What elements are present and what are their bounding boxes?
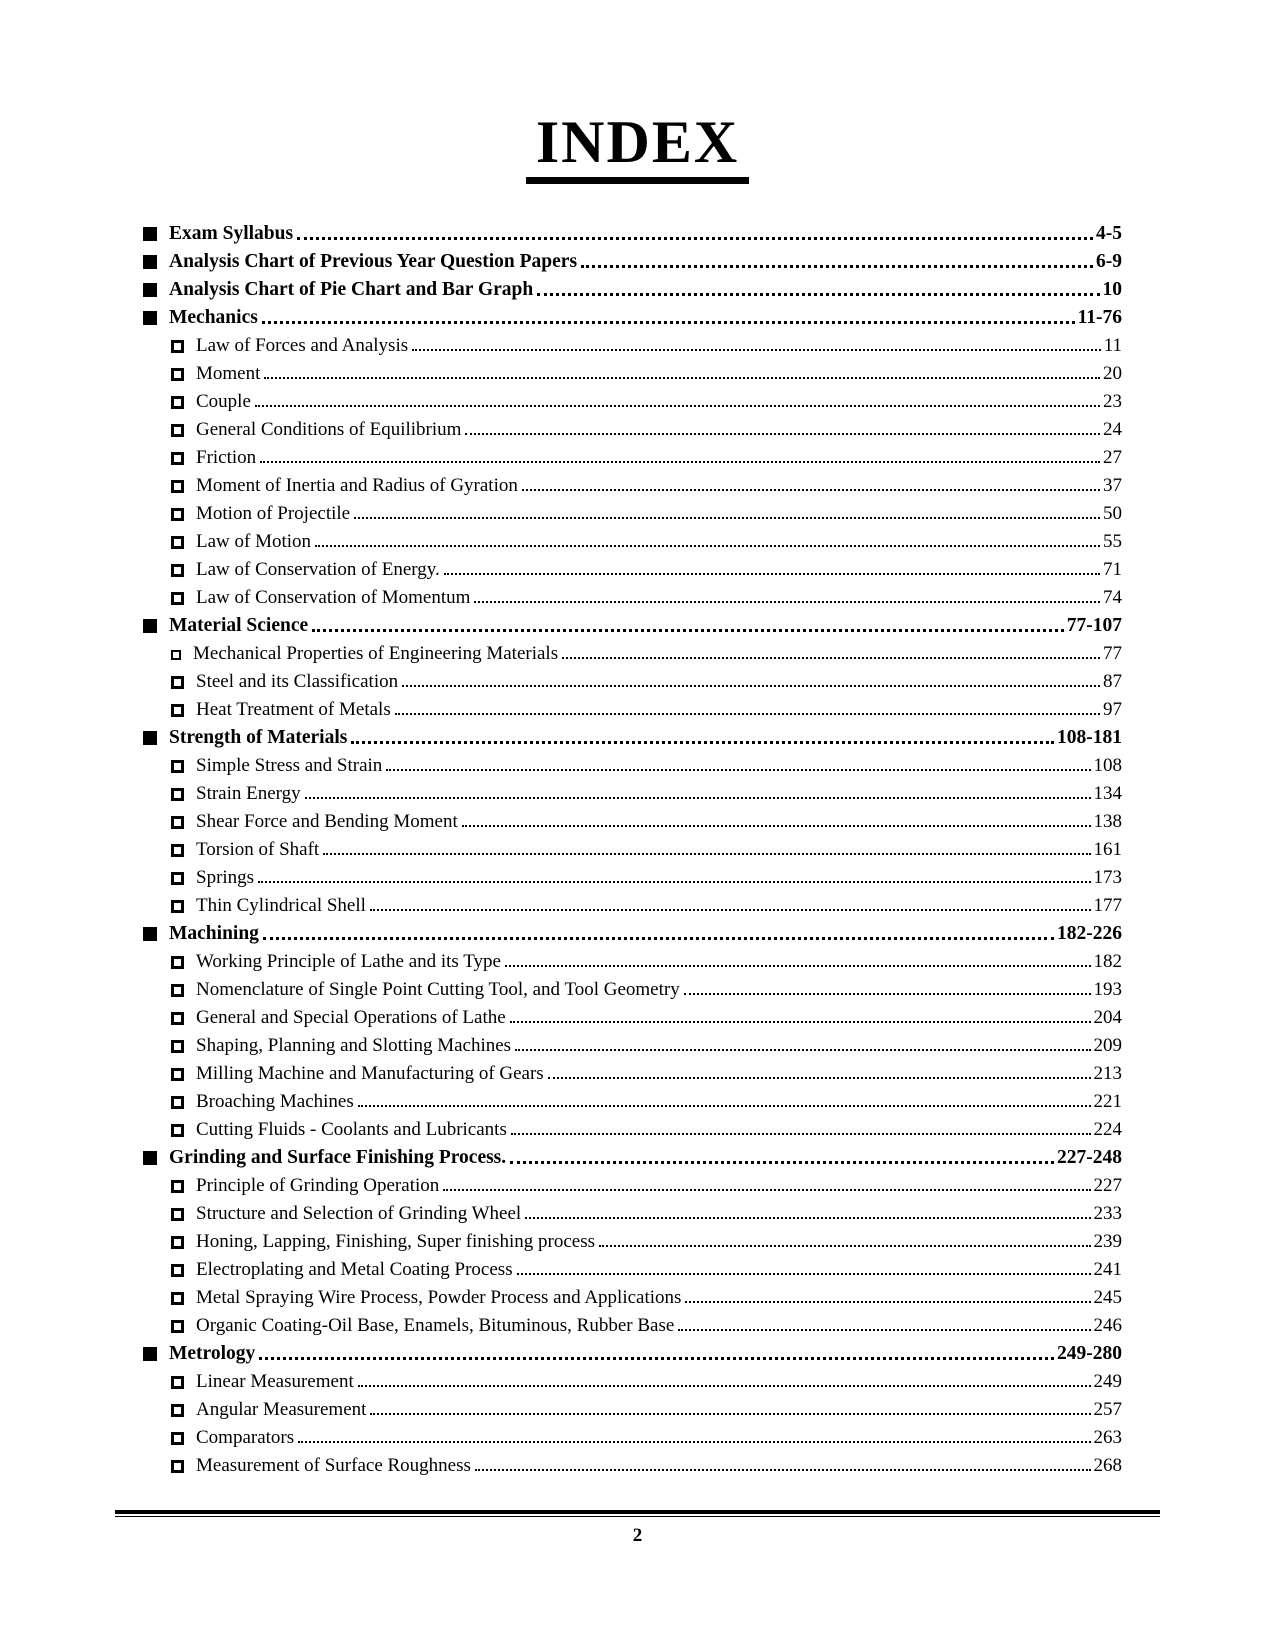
leader-dots (510, 1161, 1054, 1164)
entry-page-number: 268 (1093, 1455, 1122, 1476)
leader-dots (562, 657, 1100, 659)
page-footer (115, 1510, 1160, 1547)
bullet-open-square-icon (171, 816, 184, 829)
toc-entry (143, 1396, 1122, 1424)
entry-label: Moment of Inertia and Radius of Gyration (196, 475, 518, 496)
entry-label: Exam Syllabus (169, 223, 294, 244)
bullet-open-square-icon (171, 536, 184, 549)
entry-page-number: 249-280 (1057, 1343, 1122, 1364)
entry-label: Motion of Projectile (196, 503, 351, 524)
leader-dots (505, 965, 1091, 967)
entry-label: Angular Measurement (196, 1399, 367, 1420)
entry-page-number: 108 (1093, 755, 1122, 776)
leader-dots (370, 1413, 1090, 1415)
entry-label: Broaching Machines (196, 1091, 354, 1112)
entry-page-number: 204 (1093, 1007, 1122, 1028)
leader-dots (444, 573, 1100, 575)
leader-dots (510, 1021, 1091, 1023)
entry-page-number: 221 (1093, 1091, 1122, 1112)
bullet-filled-square-icon (143, 227, 157, 241)
toc-entry (143, 1032, 1122, 1060)
leader-dots (262, 321, 1075, 324)
entry-label: Comparators (196, 1427, 295, 1448)
leader-dots (511, 1133, 1091, 1135)
entry-page-number: 74 (1103, 587, 1122, 608)
entry-page-number: 193 (1093, 979, 1122, 1000)
entry-label: Linear Measurement (196, 1371, 354, 1392)
toc-entry (143, 1424, 1122, 1452)
entry-page-number: 249 (1093, 1371, 1122, 1392)
bullet-filled-square-icon (143, 731, 157, 745)
toc-entry (143, 1256, 1122, 1284)
leader-dots (259, 1357, 1054, 1360)
bullet-open-square-icon (171, 1320, 184, 1333)
entry-label: Material Science (169, 615, 309, 636)
entry-label: Metal Spraying Wire Process, Powder Process and Applications (196, 1287, 682, 1308)
leader-dots (258, 881, 1090, 883)
toc-entry (143, 612, 1122, 640)
bullet-open-square-icon (171, 1068, 184, 1081)
entry-label: Nomenclature of Single Point Cutting Tool, and Tool Geometry (196, 979, 680, 1000)
entry-label: Honing, Lapping, Finishing, Super finishing process (196, 1231, 595, 1252)
toc-entry (143, 276, 1122, 304)
entry-label: Machining (169, 923, 259, 944)
entry-page-number: 263 (1093, 1427, 1122, 1448)
toc-entry (143, 668, 1122, 696)
entry-label: Principle of Grinding Operation (196, 1175, 440, 1196)
bullet-open-square-icon (171, 676, 184, 689)
entry-page-number: 233 (1093, 1203, 1122, 1224)
leader-dots (354, 517, 1100, 519)
entry-page-number: 134 (1093, 783, 1122, 804)
entry-label: Moment (196, 363, 261, 384)
toc-entry (143, 948, 1122, 976)
entry-page-number: 24 (1103, 419, 1122, 440)
toc-entry (143, 444, 1122, 472)
toc-entry (143, 360, 1122, 388)
bullet-open-square-icon (171, 1264, 184, 1277)
bullet-open-square-icon (171, 1040, 184, 1053)
entry-label: Electroplating and Metal Coating Process (196, 1259, 513, 1280)
bullet-open-square-icon (171, 1124, 184, 1137)
leader-dots (370, 909, 1091, 911)
entry-page-number: 77 (1103, 643, 1122, 664)
toc-entry (143, 640, 1122, 668)
entry-label: Analysis Chart of Previous Year Question Papers (169, 251, 578, 272)
leader-dots (305, 797, 1091, 799)
toc-entry (143, 304, 1122, 332)
toc-entry (143, 1088, 1122, 1116)
toc-entry (143, 388, 1122, 416)
entry-label: Simple Stress and Strain (196, 755, 383, 776)
toc-entry (143, 976, 1122, 1004)
entry-label: Structure and Selection of Grinding Wheel (196, 1203, 522, 1224)
bullet-open-square-icon (171, 1208, 184, 1221)
bullet-open-square-icon (171, 396, 184, 409)
entry-page-number: 6-9 (1096, 251, 1122, 272)
toc-entry (143, 780, 1122, 808)
bullet-open-square-icon (171, 650, 181, 660)
leader-dots (298, 1441, 1090, 1443)
entry-page-number: 224 (1093, 1119, 1122, 1140)
bullet-filled-square-icon (143, 255, 157, 269)
entry-page-number: 37 (1103, 475, 1122, 496)
entry-page-number: 209 (1093, 1035, 1122, 1056)
title-wrap (0, 109, 1275, 184)
entry-label: Measurement of Surface Roughness (196, 1455, 471, 1476)
page-title: INDEX (526, 112, 749, 184)
leader-dots (685, 1301, 1090, 1303)
entry-page-number: 182-226 (1057, 923, 1122, 944)
entry-label: Law of Forces and Analysis (196, 335, 409, 356)
entry-page-number: 77-107 (1066, 615, 1122, 636)
entry-label: Strength of Materials (169, 727, 348, 748)
entry-label: Shaping, Planning and Slotting Machines (196, 1035, 512, 1056)
leader-dots (255, 405, 1100, 407)
bullet-open-square-icon (171, 480, 184, 493)
bullet-open-square-icon (171, 900, 184, 913)
entry-page-number: 27 (1103, 447, 1122, 468)
toc-list (0, 220, 1275, 1480)
bullet-open-square-icon (171, 956, 184, 969)
footer-divider (115, 1510, 1160, 1517)
leader-dots (465, 433, 1100, 435)
toc-entry (143, 1144, 1122, 1172)
leader-dots (515, 1049, 1090, 1051)
entry-label: Working Principle of Lathe and its Type (196, 951, 501, 972)
leader-dots (475, 1469, 1091, 1471)
bullet-open-square-icon (171, 1460, 184, 1473)
leader-dots (525, 1217, 1090, 1219)
toc-entry (143, 584, 1122, 612)
entry-page-number: 138 (1093, 811, 1122, 832)
entry-label: Friction (196, 447, 257, 468)
leader-dots (684, 993, 1091, 995)
toc-entry (143, 1452, 1122, 1480)
leader-dots (412, 349, 1101, 351)
toc-entry (143, 1312, 1122, 1340)
entry-label: Steel and its Classification (196, 671, 399, 692)
leader-dots (351, 741, 1054, 744)
entry-page-number: 11-76 (1077, 307, 1122, 328)
bullet-open-square-icon (171, 1012, 184, 1025)
toc-entry (143, 472, 1122, 500)
entry-page-number: 4-5 (1096, 223, 1122, 244)
leader-dots (386, 769, 1090, 771)
entry-page-number: 239 (1093, 1231, 1122, 1252)
toc-entry (143, 1368, 1122, 1396)
entry-page-number: 182 (1093, 951, 1122, 972)
toc-entry (143, 724, 1122, 752)
leader-dots (474, 601, 1100, 603)
bullet-open-square-icon (171, 1432, 184, 1445)
entry-page-number: 173 (1093, 867, 1122, 888)
leader-dots (312, 629, 1064, 632)
entry-page-number: 246 (1093, 1315, 1122, 1336)
toc-entry (143, 528, 1122, 556)
entry-page-number: 108-181 (1057, 727, 1122, 748)
entry-label: Cutting Fluids - Coolants and Lubricants (196, 1119, 507, 1140)
entry-label: Grinding and Surface Finishing Process. (169, 1147, 507, 1168)
toc-entry (143, 696, 1122, 724)
entry-page-number: 161 (1093, 839, 1122, 860)
bullet-open-square-icon (171, 340, 184, 353)
entry-label: Organic Coating-Oil Base, Enamels, Bituminous, Rubber Base (196, 1315, 675, 1336)
leader-dots (581, 265, 1093, 268)
bullet-filled-square-icon (143, 1347, 157, 1361)
entry-page-number: 177 (1093, 895, 1122, 916)
entry-label: Heat Treatment of Metals (196, 699, 391, 720)
leader-dots (678, 1329, 1090, 1331)
leader-dots (517, 1273, 1091, 1275)
bullet-filled-square-icon (143, 283, 157, 297)
leader-dots (323, 853, 1090, 855)
entry-label: Mechanical Properties of Engineering Materials (193, 643, 559, 664)
leader-dots (358, 1385, 1091, 1387)
entry-label: Metrology (169, 1343, 256, 1364)
toc-entry (143, 892, 1122, 920)
bullet-open-square-icon (171, 508, 184, 521)
toc-entry (143, 1060, 1122, 1088)
entry-label: General Conditions of Equilibrium (196, 419, 462, 440)
entry-label: Shear Force and Bending Moment (196, 811, 458, 832)
toc-entry (143, 1116, 1122, 1144)
leader-dots (548, 1077, 1091, 1079)
toc-entry (143, 1172, 1122, 1200)
toc-entry (143, 332, 1122, 360)
toc-entry (143, 752, 1122, 780)
bullet-open-square-icon (171, 564, 184, 577)
footer-page-number: 2 (632, 1525, 643, 1546)
bullet-filled-square-icon (143, 927, 157, 941)
bullet-open-square-icon (171, 1292, 184, 1305)
bullet-open-square-icon (171, 760, 184, 773)
bullet-filled-square-icon (143, 619, 157, 633)
entry-label: Thin Cylindrical Shell (196, 895, 366, 916)
leader-dots (443, 1189, 1090, 1191)
toc-entry (143, 1004, 1122, 1032)
entry-page-number: 50 (1103, 503, 1122, 524)
toc-entry (143, 1228, 1122, 1256)
entry-label: Milling Machine and Manufacturing of Gears (196, 1063, 544, 1084)
bullet-open-square-icon (171, 872, 184, 885)
entry-page-number: 23 (1103, 391, 1122, 412)
bullet-open-square-icon (171, 1180, 184, 1193)
bullet-open-square-icon (171, 844, 184, 857)
leader-dots (599, 1245, 1091, 1247)
entry-label: Law of Motion (196, 531, 312, 552)
leader-dots (264, 377, 1100, 379)
toc-entry (143, 416, 1122, 444)
toc-entry (143, 248, 1122, 276)
toc-entry (143, 556, 1122, 584)
bullet-filled-square-icon (143, 1151, 157, 1165)
entry-label: Couple (196, 391, 251, 412)
bullet-open-square-icon (171, 984, 184, 997)
entry-label: Springs (196, 867, 255, 888)
entry-page-number: 245 (1093, 1287, 1122, 1308)
entry-page-number: 71 (1103, 559, 1122, 580)
entry-page-number: 227 (1093, 1175, 1122, 1196)
entry-page-number: 87 (1103, 671, 1122, 692)
leader-dots (260, 461, 1100, 463)
entry-page-number: 55 (1103, 531, 1122, 552)
bullet-open-square-icon (171, 424, 184, 437)
leader-dots (263, 937, 1054, 940)
toc-entry (143, 920, 1122, 948)
toc-entry (143, 1340, 1122, 1368)
entry-label: Law of Conservation of Energy. (196, 559, 440, 580)
entry-label: Law of Conservation of Momentum (196, 587, 471, 608)
toc-entry (143, 1284, 1122, 1312)
entry-label: Torsion of Shaft (196, 839, 320, 860)
bullet-open-square-icon (171, 1404, 184, 1417)
toc-entry (143, 1200, 1122, 1228)
bullet-open-square-icon (171, 1236, 184, 1249)
entry-page-number: 241 (1093, 1259, 1122, 1280)
entry-label: Mechanics (169, 307, 258, 328)
bullet-open-square-icon (171, 368, 184, 381)
entry-label: Analysis Chart of Pie Chart and Bar Graph (169, 279, 534, 300)
toc-entry (143, 220, 1122, 248)
entry-label: Strain Energy (196, 783, 301, 804)
leader-dots (297, 237, 1093, 240)
bullet-open-square-icon (171, 1376, 184, 1389)
leader-dots (402, 685, 1100, 687)
toc-entry (143, 808, 1122, 836)
leader-dots (315, 545, 1100, 547)
leader-dots (395, 713, 1100, 715)
leader-dots (462, 825, 1091, 827)
entry-page-number: 11 (1103, 335, 1122, 356)
toc-entry (143, 864, 1122, 892)
entry-page-number: 10 (1102, 279, 1122, 300)
toc-entry (143, 836, 1122, 864)
bullet-open-square-icon (171, 452, 184, 465)
bullet-open-square-icon (171, 704, 184, 717)
entry-page-number: 257 (1093, 1399, 1122, 1420)
entry-label: General and Special Operations of Lathe (196, 1007, 506, 1028)
leader-dots (537, 293, 1099, 296)
leader-dots (358, 1105, 1091, 1107)
entry-page-number: 20 (1103, 363, 1122, 384)
entry-page-number: 227-248 (1057, 1147, 1122, 1168)
bullet-open-square-icon (171, 592, 184, 605)
bullet-open-square-icon (171, 788, 184, 801)
entry-page-number: 97 (1103, 699, 1122, 720)
bullet-filled-square-icon (143, 311, 157, 325)
bullet-open-square-icon (171, 1096, 184, 1109)
toc-entry (143, 500, 1122, 528)
leader-dots (522, 489, 1100, 491)
entry-page-number: 213 (1093, 1063, 1122, 1084)
